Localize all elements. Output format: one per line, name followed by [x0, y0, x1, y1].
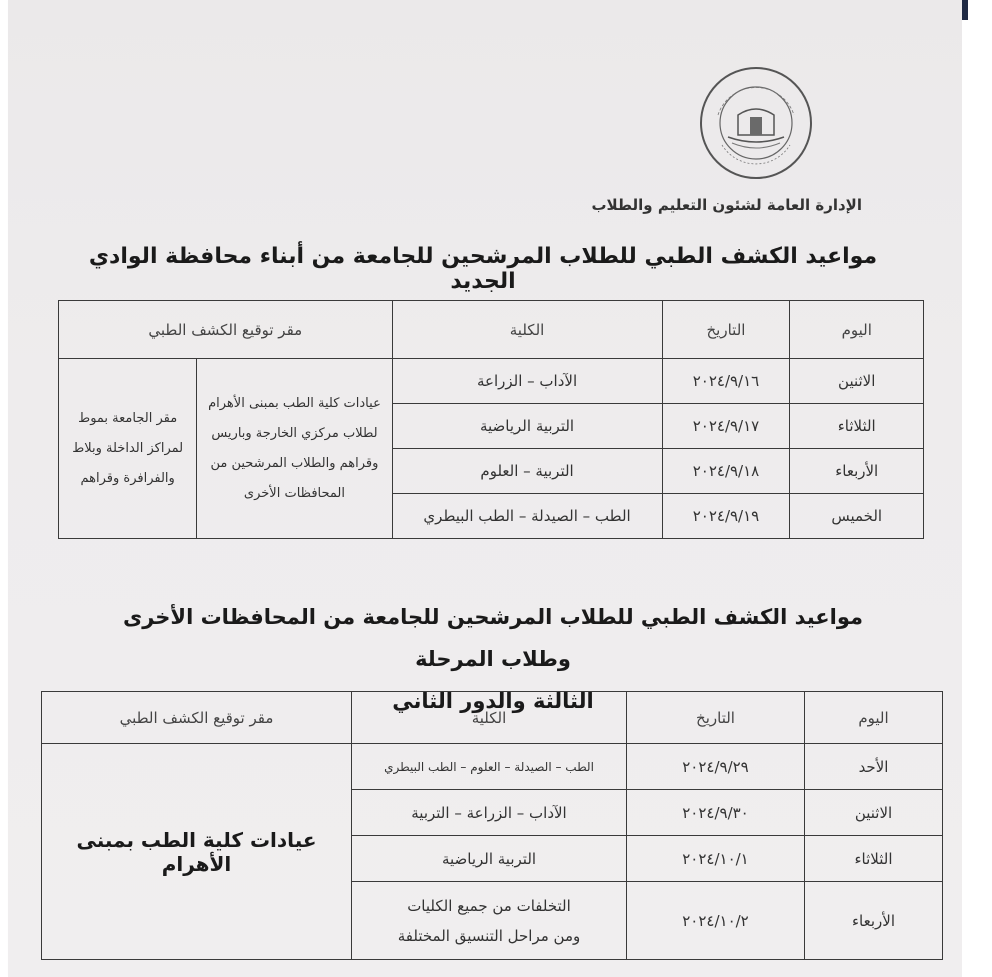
- header-day: اليوم: [790, 301, 924, 359]
- header-college: الكلية: [392, 301, 662, 359]
- cell-college: الآداب – الزراعة – التربية: [352, 790, 627, 836]
- header-date: التاريخ: [662, 301, 790, 359]
- schedule-table-other-governorates: [41, 691, 943, 960]
- header-location: مقر توقيع الكشف الطبي: [42, 692, 352, 744]
- section1-title: مواعيد الكشف الطبي للطلاب المرشحين للجامعة من أبناء محافظة الوادي الجديد: [88, 244, 878, 294]
- cell-day: الثلاثاء: [790, 404, 924, 449]
- cell-location-secondary: مقر الجامعة بموط لمراكز الداخلة وبلاط والفرافرة وقراهم: [59, 359, 197, 539]
- cell-date: ٢٠٢٤/٩/١٧: [662, 404, 790, 449]
- cell-college-line2: ومن مراحل التنسيق المختلفة: [397, 926, 581, 945]
- cell-date: ٢٠٢٤/٩/١٦: [662, 359, 790, 404]
- schedule-table-new-valley: [58, 300, 924, 539]
- cell-college: الآداب – الزراعة: [392, 359, 662, 404]
- table-header-row: [59, 301, 924, 359]
- cell-day: الأحد: [805, 744, 943, 790]
- cell-college: [352, 882, 627, 960]
- cell-college: الطب – الصيدلة – الطب البيطري: [392, 494, 662, 539]
- cell-date: ٢٠٢٤/١٠/١: [627, 836, 805, 882]
- cell-date: ٢٠٢٤/٩/١٨: [662, 449, 790, 494]
- cell-day: الاثنين: [790, 359, 924, 404]
- cell-date: ٢٠٢٤/٩/٢٩: [627, 744, 805, 790]
- department-name: الإدارة العامة لشئون التعليم والطلاب: [591, 196, 862, 214]
- cell-location-main: عيادات كلية الطب بمبنى الأهرام لطلاب مركزي الخارجة وباريس وقراهم والطلاب المرشحين من المحافظات الأخرى: [197, 359, 392, 539]
- university-seal-logo: [698, 65, 814, 181]
- header-location: مقر توقيع الكشف الطبي: [59, 301, 393, 359]
- cell-day: الاثنين: [805, 790, 943, 836]
- header-day: اليوم: [805, 692, 943, 744]
- cell-college: التربية الرياضية: [352, 836, 627, 882]
- cell-date: ٢٠٢٤/١٠/٢: [627, 882, 805, 960]
- table-row: [59, 359, 924, 404]
- cell-day: الخميس: [790, 494, 924, 539]
- cell-college: الطب – الصيدلة – العلوم – الطب البيطري: [352, 744, 627, 790]
- cell-date: ٢٠٢٤/٩/١٩: [662, 494, 790, 539]
- page-margin-strip: [962, 0, 992, 977]
- section2-title-line2: الثالثة والدور الثاني: [392, 689, 594, 713]
- cell-location: عيادات كلية الطب بمبنى الأهرام: [42, 744, 352, 960]
- cell-day: الثلاثاء: [805, 836, 943, 882]
- cell-college: التربية الرياضية: [392, 404, 662, 449]
- table-row: [42, 744, 943, 790]
- table-header-row: [42, 692, 943, 744]
- cell-college: التربية – العلوم: [392, 449, 662, 494]
- corner-mark: [962, 0, 968, 20]
- header-college: الكلية: [352, 692, 627, 744]
- section2-title-line1: مواعيد الكشف الطبي للطلاب المرشحين للجامعة من المحافظات الأخرى وطلاب المرحلة: [122, 605, 863, 671]
- header-date: التاريخ: [627, 692, 805, 744]
- cell-day: الأربعاء: [790, 449, 924, 494]
- cell-college-line1: التخلفات من جميع الكليات: [407, 896, 571, 915]
- cell-date: ٢٠٢٤/٩/٣٠: [627, 790, 805, 836]
- document-page: [8, 0, 962, 977]
- cell-day: الأربعاء: [805, 882, 943, 960]
